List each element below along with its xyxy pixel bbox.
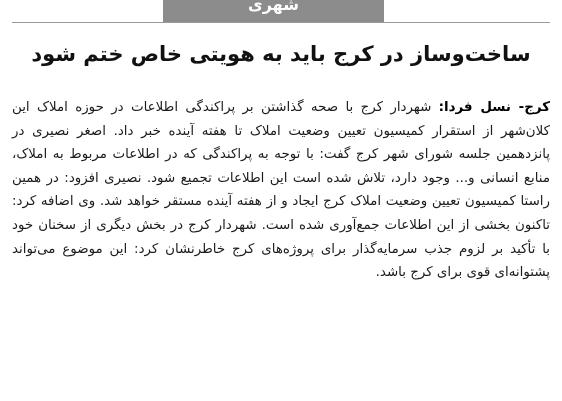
section-label: شهری [163, 0, 384, 22]
article-body-text: شهردار کرج با صحه گذاشتن بر پراکندگی اطلاعات در حوزه املاک این کلان‌شهر از استقرار کمیسیون تعیین وضعیت املاک تا هفته آینده خبر داد. اصغر نصیری در پانزدهمین جلسه شورای شهر کرج گفت: با توجه به پراکندگی که در اطلاعات مربوط به املاک، منابع انسانی و... وجود دارد، تلاش شده است این اطلاعات تجمیع شود. نصیری افزود: در همین راستا کمیسیون تعیین وضعیت املاک کرج ایجاد و از هفته آینده مستقر خواهد شد. وی اضافه کرد: تاکنون بخشی از این اطلاعات جمع‌آوری شده است. شهردار کرج در بخش دیگری از سخنان خود با تأکید بر لزوم جذب سرمایه‌گذار برای پروژه‌های کرج خاطرنشان کرد: این موضوع می‌تواند پشتوانه‌ای قوی برای کرج باشد. [12, 100, 550, 281]
top-divider [12, 22, 550, 23]
article-headline: ساخت‌وساز در کرج باید به هویتی خاص ختم شود [31, 42, 531, 66]
article-lead: کرج- نسل فردا: [438, 100, 551, 115]
article-body [12, 96, 550, 285]
